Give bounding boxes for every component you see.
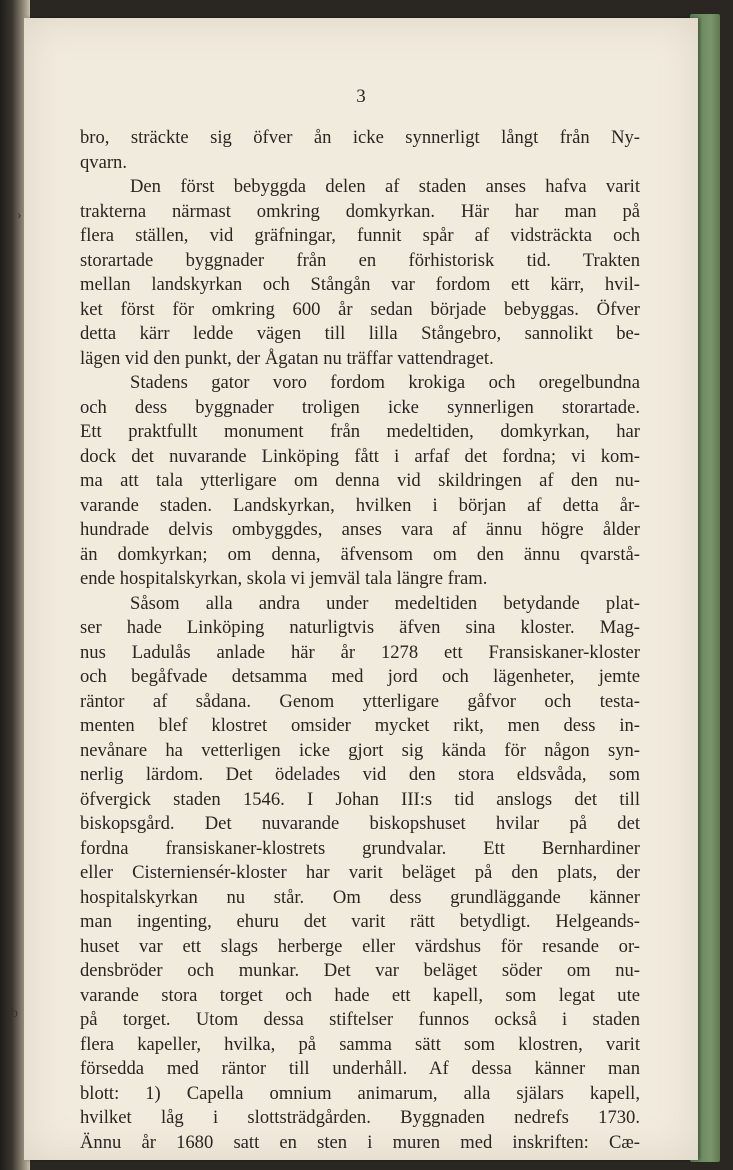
- text-line: huset var ett slags herberge eller värdshus för resande or-: [80, 935, 640, 957]
- text-line: biskopsgård. Det nuvarande biskopshuset hvilar på det: [80, 813, 640, 834]
- text-line: nevånare ha vetterligen icke gjort sig kända för någon syn-: [80, 739, 640, 761]
- text-line: storartade byggnader från en förhistorisk tid. Trakten: [80, 249, 640, 271]
- text-line: eller Cisterniensér-kloster har varit beläget på den plats, der: [80, 862, 640, 883]
- text-line: fordna fransiskaner-klostrets grundvalar. Ett Bernhardiner: [80, 837, 640, 859]
- text-line: nus Ladulås anlade här år 1278 ett Fransiskaner-kloster: [80, 641, 640, 663]
- text-line: detta kärr ledde vägen till lilla Stångebro, sannolikt be-: [80, 323, 640, 344]
- text-line: räntor af sådana. Genom ytterligare gåfvor och testa-: [80, 690, 640, 712]
- text-line: Såsom alla andra under medeltiden betydande plat-: [130, 592, 640, 614]
- text-line: Den först bebyggda delen af staden anses hafva varit: [130, 176, 640, 197]
- text-line: dock det nuvarande Linköping fått i arfaf det fordna; vi kom-: [80, 445, 640, 467]
- text-line: blott: 1) Capella omnium animarum, alla själars kapell,: [80, 1082, 640, 1104]
- text-line: ket först för omkring 600 år sedan började bebyggas. Öfver: [80, 298, 640, 320]
- text-line: Ännu år 1680 satt en sten i muren med inskriften: Cæ-: [80, 1131, 640, 1153]
- text-line: varande stora torget och hade ett kapell, som legat ute: [80, 984, 640, 1006]
- text-line: än domkyrkan; om denna, äfvensom om den ännu qvarstå-: [80, 543, 640, 565]
- text-line: öfvergick staden 1546. I Johan III:s tid anslogs det till: [80, 788, 640, 810]
- text-line: nerlig lärdom. Det ödelades vid den stora eldsvåda, som: [80, 764, 640, 785]
- text-line: och begåfvade detsamma med jord och lägenheter, jemte: [80, 666, 640, 687]
- margin-mark-1: ›: [17, 208, 22, 223]
- text-line: hvilket låg i slottsträdgården. Byggnaden nedrefs 1730.: [80, 1107, 640, 1128]
- text-line: försedda med räntor till underhåll. Af dessa känner man: [80, 1058, 640, 1079]
- text-line: och dess byggnader troligen icke synnerligen storartade.: [80, 396, 640, 418]
- text-line: mellan landskyrkan och Stångån var fordom ett kärr, hvil-: [80, 274, 640, 295]
- text-line: på torget. Utom dessa stiftelser funnos också i staden: [80, 1009, 640, 1030]
- page-number: 3: [356, 86, 366, 107]
- text-line: hospitalskyrkan nu står. Om dess grundläggande känner: [80, 886, 640, 908]
- text-line: ma att tala ytterligare om denna vid skildringen af den nu-: [80, 470, 640, 491]
- book-page: [24, 18, 698, 1160]
- text-line: lägen vid den punkt, der Ågatan nu träffar vattendraget.: [80, 347, 494, 369]
- margin-mark-2: b: [11, 1006, 18, 1021]
- body-text: [80, 126, 640, 1155]
- text-line: Stadens gator voro fordom krokiga och oregelbundna: [130, 372, 640, 393]
- text-line: hundrade delvis ombyggdes, anses vara af ännu högre ålder: [80, 519, 640, 540]
- text-line: qvarn.: [80, 151, 127, 173]
- text-line: man ingenting, ehuru det varit rätt betydligt. Helgeands-: [80, 911, 640, 932]
- text-line: Ett praktfullt monument från medeltiden, domkyrkan, har: [80, 421, 640, 442]
- text-line: densbröder och munkar. Det var beläget söder om nu-: [80, 960, 640, 981]
- text-line: ende hospitalskyrkan, skola vi jemväl tala längre fram.: [80, 568, 488, 589]
- text-line: trakterna närmast omkring domkyrkan. Här har man på: [80, 200, 640, 222]
- text-line: varande staden. Landskyrkan, hvilken i början af detta år-: [80, 494, 640, 516]
- text-line: flera ställen, vid gräfningar, funnit spår af vidsträckta och: [80, 225, 640, 246]
- text-line: menten blef klostret omsider mycket rikt, men dess in-: [80, 715, 640, 736]
- text-line: ser hade Linköping naturligtvis äfven sina kloster. Mag-: [80, 617, 640, 638]
- text-line: flera kapeller, hvilka, på samma sätt som klostren, varit: [80, 1033, 640, 1055]
- text-line: bro, sträckte sig öfver ån icke synnerligt långt från Ny-: [80, 127, 640, 148]
